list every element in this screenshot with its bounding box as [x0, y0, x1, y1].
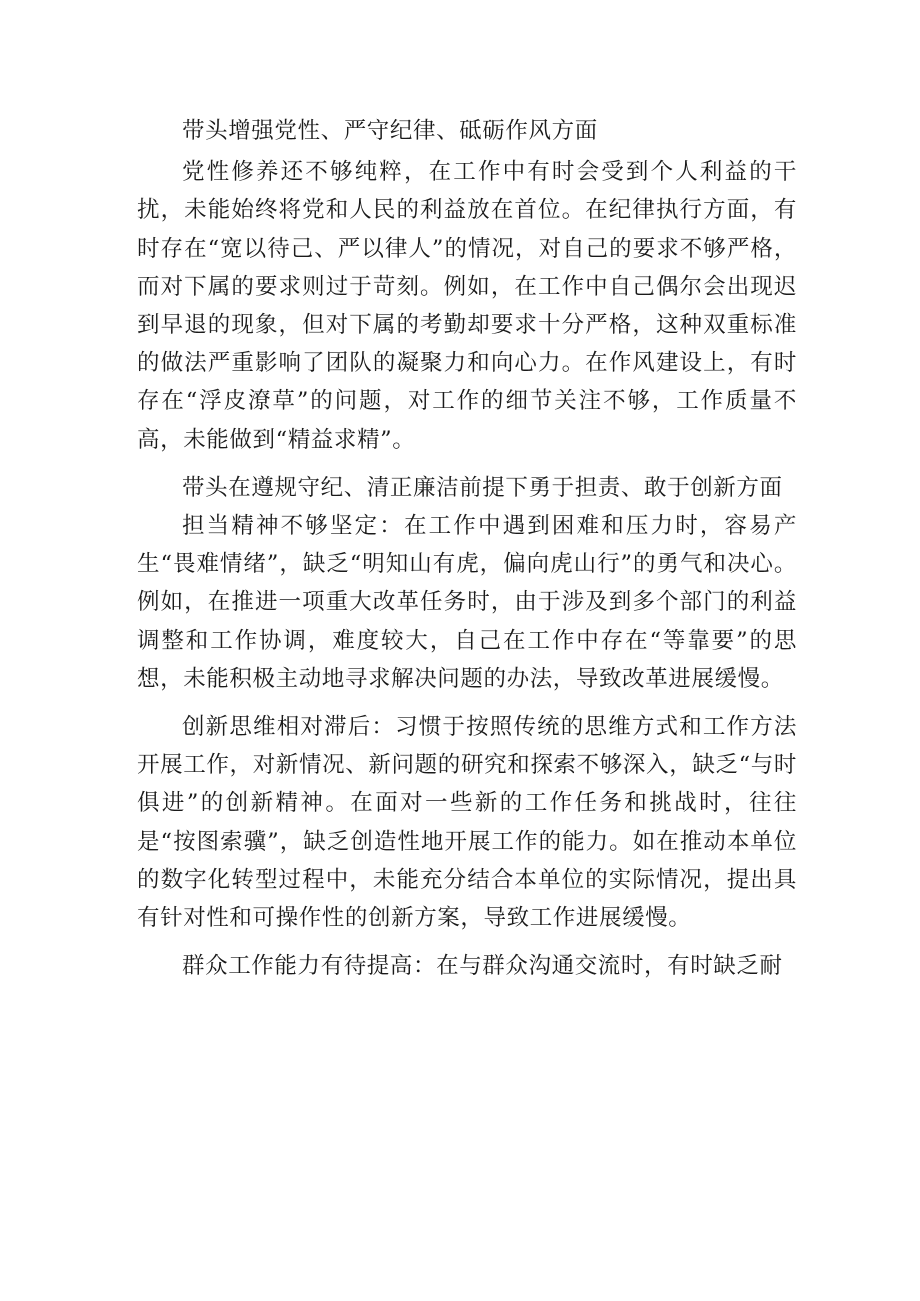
- document-page: [137, 112, 797, 985]
- paragraph-mass-work: 群众工作能力有待提高：在与群众沟通交流时，有时缺乏耐: [182, 953, 783, 980]
- paragraph-responsibility: 担当精神不够坚定：在工作中遇到困难和压力时，容易产生“畏难情绪”，缺乏“明知山有虎，偏向虎山行”的勇气和决心。例如，在推进一项重大改革任务时，由于涉及到多个部门的利益调整和工作协调，难度较大，自己在工作中存在“等靠要”的思想，未能积极主动地寻求解决问题的办法，导致改革进展缓慢。: [137, 513, 797, 692]
- paragraph-innovation: 创新思维相对滞后：习惯于按照传统的思维方式和工作方法开展工作，对新情况、新问题的研究和探索不够深入，缺乏“与时俱进”的创新精神。在面对一些新的工作任务和挑战时，往往是“按图索骥”，缺乏创造性地开展工作的能力。如在推动本单位的数字化转型过程中，未能充分结合本单位的实际情况，提出具有针对性和可操作性的创新方案，导致工作进展缓慢。: [137, 714, 797, 932]
- section-heading-party-discipline: 带头增强党性、严守纪律、砥砺作风方面: [182, 118, 598, 144]
- section-heading-responsibility-innovation: 带头在遵规守纪、清正廉洁前提下勇于担责、敢于创新方面: [182, 474, 783, 501]
- paragraph-party-spirit: 党性修养还不够纯粹，在工作中有时会受到个人利益的干扰，未能始终将党和人民的利益放在首位。在纪律执行方面，有时存在“宽以待己、严以律人”的情况，对自己的要求不够严格，而对下属的要求则过于苛刻。例如，在工作中自己偶尔会出现迟到早退的现象，但对下属的考勤却要求十分严格，这种双重标准的做法严重影响了团队的凝聚力和向心力。在作风建设上，有时存在“浮皮潦草”的问题，对工作的细节关注不够，工作质量不高，未能做到“精益求精”。: [137, 159, 797, 453]
